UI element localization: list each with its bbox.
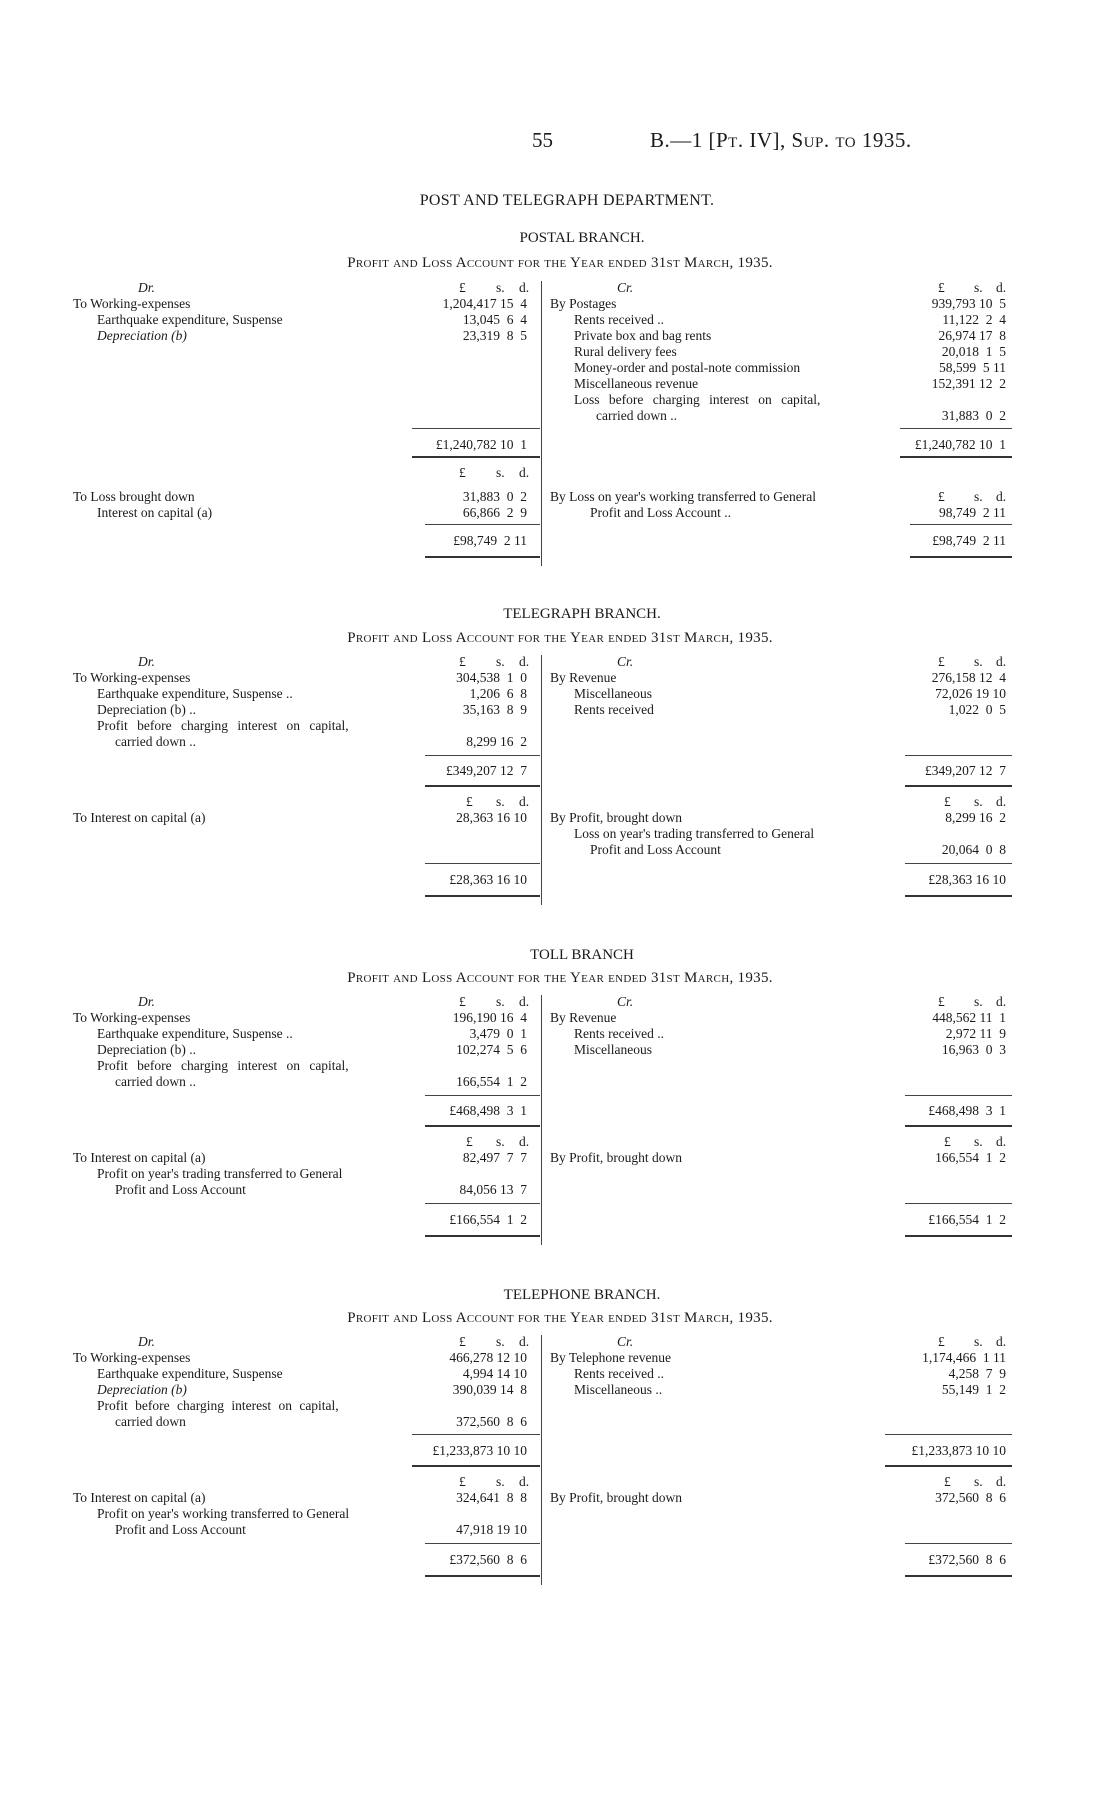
toll-dr2-text: Profit on year's trading transferred to General (97, 1166, 343, 1181)
pound-heading: £ (459, 1334, 466, 1349)
postal-cr-text: Rents received .. (574, 312, 664, 327)
telegraph-cr2-text: Profit and Loss Account (590, 842, 721, 857)
postal-cr-text: carried down .. (596, 408, 677, 423)
postal-total2: £98,749 2 11 (453, 533, 527, 548)
rule (905, 755, 1012, 756)
dr-label: Dr. (138, 280, 155, 295)
rule (905, 1203, 1012, 1204)
postal-dr2-amount: 31,883 0 2 (462, 489, 527, 504)
page-header (0, 128, 1114, 152)
telegraph-dr-text: To Working-expenses (73, 670, 191, 685)
postal-cr2-text: Profit and Loss Account .. (590, 505, 731, 520)
telephone-cr-amount: 4,258 7 9 (948, 1366, 1006, 1381)
shillings-heading: s. (496, 1134, 505, 1149)
toll-total2: £166,554 1 2 (928, 1212, 1006, 1227)
pound-heading: £ (938, 654, 945, 669)
postal-cr-text: Loss before charging interest on capital, (574, 392, 821, 407)
toll-dr-text: To Working-expenses (73, 1010, 191, 1025)
rule (412, 1434, 540, 1435)
telephone-cr-amount: 55,149 1 2 (941, 1382, 1006, 1397)
toll-cr-amount: 2,972 11 9 (945, 1026, 1006, 1041)
toll-cr2-amount: 166,554 1 2 (935, 1150, 1006, 1165)
pound-heading: £ (944, 1134, 951, 1149)
postal-dr-text: Depreciation (b) (97, 328, 187, 343)
pound-heading: £ (459, 994, 466, 1009)
postal-cr2-amount: 98,749 2 11 (939, 505, 1006, 520)
telephone-dr-amount: 4,994 14 10 (462, 1366, 527, 1381)
pound-heading: £ (938, 280, 945, 295)
toll-cr-text: Rents received .. (574, 1026, 664, 1041)
toll-cr2-text: By Profit, brought down (550, 1150, 683, 1165)
pence-heading: d. (996, 489, 1007, 504)
shillings-heading: s. (496, 994, 505, 1009)
shillings-heading: s. (496, 654, 505, 669)
toll-dr2-text: To Interest on capital (a) (73, 1150, 206, 1165)
double-rule (425, 1575, 540, 1577)
shillings-heading: s. (974, 1334, 983, 1349)
rule (425, 1203, 540, 1204)
telegraph-total2: £28,363 16 10 (449, 872, 527, 887)
rule (885, 1434, 1012, 1435)
postal-cr2-text: By Loss on year's working transferred to General (550, 489, 816, 504)
postal-total2: £98,749 2 11 (932, 533, 1006, 548)
double-rule (905, 1235, 1012, 1237)
pence-heading: d. (996, 1334, 1007, 1349)
telephone-cr-text: By Telephone revenue (550, 1350, 672, 1365)
telegraph-cr2-amount: 8,299 16 2 (945, 810, 1006, 825)
rule (425, 1543, 540, 1544)
toll-dr-text: Depreciation (b) .. (97, 1042, 196, 1057)
double-rule (412, 456, 540, 458)
telegraph-cr-amount: 72,026 19 10 (935, 686, 1006, 701)
telephone-total: £1,233,873 10 10 (432, 1443, 527, 1458)
rule (412, 428, 540, 429)
telephone-total2: £372,560 8 6 (928, 1552, 1006, 1567)
pence-heading: d. (996, 1474, 1007, 1489)
postal-dr-amount: 1,204,417 15 4 (442, 296, 527, 311)
double-rule (885, 1465, 1012, 1467)
telephone-cr-text: Miscellaneous .. (574, 1382, 663, 1397)
telegraph-dr-amount: 304,538 1 0 (456, 670, 527, 685)
pound-heading: £ (459, 1474, 466, 1489)
telephone-dr2-text: Profit on year's working transferred to General (97, 1506, 350, 1521)
telegraph-account-title: Profit and Loss Account for the Year ended 31st March, 1935. (347, 630, 773, 646)
telephone-dr2-text: To Interest on capital (a) (73, 1490, 206, 1505)
toll-dr2-amount: 84,056 13 7 (459, 1182, 527, 1197)
postal-dr-amount: 23,319 8 5 (462, 328, 527, 343)
shillings-heading: s. (496, 280, 505, 295)
pence-heading: d. (996, 280, 1007, 295)
postal-cr-text: Money-order and postal-note commission (574, 360, 801, 375)
toll-cr-text: Miscellaneous (574, 1042, 652, 1057)
toll-dr-amount: 196,190 16 4 (452, 1010, 527, 1025)
column-divider (541, 281, 542, 566)
shillings-heading: s. (974, 994, 983, 1009)
toll-dr2-amount: 82,497 7 7 (462, 1150, 527, 1165)
pence-heading: d. (519, 654, 530, 669)
telephone-dr-text: Depreciation (b) (97, 1382, 187, 1397)
shillings-heading: s. (974, 1134, 983, 1149)
pence-heading: d. (996, 994, 1007, 1009)
pence-heading: d. (519, 1474, 530, 1489)
rule (910, 524, 1012, 525)
telegraph-total2: £28,363 16 10 (928, 872, 1006, 887)
double-rule (900, 456, 1012, 458)
telegraph-cr-amount: 276,158 12 4 (931, 670, 1006, 685)
telegraph-dr2-amount: 28,363 16 10 (456, 810, 527, 825)
telegraph-branch-title: TELEGRAPH BRANCH. (503, 606, 661, 622)
telephone-dr-amount: 390,039 14 8 (452, 1382, 527, 1397)
double-rule (905, 1575, 1012, 1577)
telephone-dr-text: Earthquake expenditure, Suspense (97, 1366, 283, 1381)
postal-cr-amount: 26,974 17 8 (938, 328, 1006, 343)
column-divider (541, 655, 542, 905)
pence-heading: d. (519, 280, 530, 295)
double-rule (425, 895, 540, 897)
telegraph-cr-text: Rents received (574, 702, 654, 717)
postal-cr-amount: 31,883 0 2 (941, 408, 1006, 423)
toll-dr-text: Profit before charging interest on capital, (97, 1058, 349, 1073)
postal-total: £1,240,782 10 1 (914, 437, 1006, 452)
telephone-total: £1,233,873 10 10 (911, 1443, 1006, 1458)
cr-label: Cr. (617, 280, 634, 295)
telegraph-cr-amount: 1,022 0 5 (948, 702, 1006, 717)
postal-dr-text: Earthquake expenditure, Suspense (97, 312, 283, 327)
cr-label: Cr. (617, 1334, 634, 1349)
telephone-dr-text: carried down (115, 1414, 186, 1429)
pound-heading: £ (466, 794, 473, 809)
toll-dr-amount: 166,554 1 2 (456, 1074, 527, 1089)
toll-branch-title: TOLL BRANCH (530, 947, 634, 963)
pound-heading: £ (938, 1334, 945, 1349)
pound-heading: £ (459, 280, 466, 295)
pound-heading: £ (938, 489, 945, 504)
double-rule (905, 895, 1012, 897)
telegraph-dr2-text: To Interest on capital (a) (73, 810, 206, 825)
telegraph-dr-amount: 35,163 8 9 (462, 702, 527, 717)
rule (900, 428, 1012, 429)
postal-cr-amount: 152,391 12 2 (931, 376, 1006, 391)
postal-cr-text: Rural delivery fees (574, 344, 677, 359)
postal-account-title: Profit and Loss Account for the Year ended 31st March, 1935. (347, 255, 773, 271)
pence-heading: d. (519, 794, 530, 809)
pound-heading: £ (944, 794, 951, 809)
telephone-cr2-amount: 372,560 8 6 (935, 1490, 1006, 1505)
rule (425, 524, 540, 525)
toll-dr-amount: 3,479 0 1 (469, 1026, 527, 1041)
telephone-dr2-amount: 324,641 8 8 (456, 1490, 527, 1505)
rule (905, 1543, 1012, 1544)
shillings-heading: s. (496, 1334, 505, 1349)
postal-dr2-text: Interest on capital (a) (97, 505, 213, 520)
telephone-dr-amount: 372,560 8 6 (456, 1414, 527, 1429)
toll-dr-amount: 102,274 5 6 (456, 1042, 527, 1057)
shillings-heading: s. (974, 280, 983, 295)
shillings-heading: s. (496, 465, 505, 480)
pence-heading: d. (519, 1134, 530, 1149)
rule (425, 1095, 540, 1096)
double-rule (425, 556, 540, 558)
double-rule (425, 1125, 540, 1127)
dr-label: Dr. (138, 994, 155, 1009)
toll-dr-text: carried down .. (115, 1074, 196, 1089)
rule (425, 755, 540, 756)
column-divider (541, 995, 542, 1245)
pence-heading: d. (996, 654, 1007, 669)
column-divider (541, 1335, 542, 1585)
telephone-cr-text: Rents received .. (574, 1366, 664, 1381)
pound-heading: £ (459, 654, 466, 669)
shillings-heading: s. (974, 1474, 983, 1489)
pence-heading: d. (996, 1134, 1007, 1149)
telegraph-cr2-text: By Profit, brought down (550, 810, 683, 825)
telegraph-cr2-text: Loss on year's trading transferred to General (574, 826, 815, 841)
telephone-branch-title: TELEPHONE BRANCH. (503, 1287, 661, 1303)
rule (425, 863, 540, 864)
telephone-total2: £372,560 8 6 (449, 1552, 527, 1567)
pound-heading: £ (938, 994, 945, 1009)
toll-cr-amount: 448,562 11 1 (932, 1010, 1006, 1025)
telegraph-cr2-amount: 20,064 0 8 (941, 842, 1006, 857)
pound-heading: £ (944, 1474, 951, 1489)
telephone-account-title: Profit and Loss Account for the Year ended 31st March, 1935. (347, 1310, 773, 1326)
telephone-dr-amount: 466,278 12 10 (449, 1350, 527, 1365)
double-rule (905, 785, 1012, 787)
postal-branch-title: POSTAL BRANCH. (519, 230, 645, 246)
shillings-heading: s. (974, 489, 983, 504)
postal-cr-amount: 20,018 1 5 (941, 344, 1006, 359)
pence-heading: d. (519, 994, 530, 1009)
rule (905, 863, 1012, 864)
double-rule (905, 1125, 1012, 1127)
postal-dr-text: To Working-expenses (73, 296, 191, 311)
toll-cr-amount: 16,963 0 3 (941, 1042, 1006, 1057)
postal-cr-text: Private box and bag rents (574, 328, 712, 343)
double-rule (425, 1235, 540, 1237)
cr-label: Cr. (617, 994, 634, 1009)
telephone-cr2-text: By Profit, brought down (550, 1490, 683, 1505)
telephone-dr-text: To Working-expenses (73, 1350, 191, 1365)
telegraph-dr-amount: 1,206 6 8 (469, 686, 527, 701)
telegraph-dr-text: Profit before charging interest on capital, (97, 718, 349, 733)
toll-total: £468,498 3 1 (449, 1103, 527, 1118)
telephone-cr-amount: 1,174,466 1 11 (922, 1350, 1006, 1365)
toll-dr-text: Earthquake expenditure, Suspense .. (97, 1026, 293, 1041)
toll-total2: £166,554 1 2 (449, 1212, 527, 1227)
postal-dr-amount: 13,045 6 4 (462, 312, 527, 327)
department-title: POST AND TELEGRAPH DEPARTMENT. (419, 192, 715, 209)
telephone-dr2-amount: 47,918 19 10 (456, 1522, 527, 1537)
pence-heading: d. (519, 1334, 530, 1349)
postal-cr-text: By Postages (550, 296, 617, 311)
double-rule (412, 1465, 540, 1467)
shillings-heading: s. (974, 654, 983, 669)
pound-heading: £ (459, 465, 466, 480)
telegraph-total: £349,207 12 7 (446, 763, 527, 778)
toll-account-title: Profit and Loss Account for the Year ended 31st March, 1935. (347, 970, 773, 986)
rule (905, 1095, 1012, 1096)
page-number: 55 (532, 128, 553, 152)
toll-cr-text: By Revenue (550, 1010, 617, 1025)
page-reference: B.—1 [Pt. IV], Sup. to 1935. (650, 128, 912, 152)
toll-total: £468,498 3 1 (928, 1103, 1006, 1118)
postal-total: £1,240,782 10 1 (435, 437, 527, 452)
telegraph-dr-amount: 8,299 16 2 (466, 734, 527, 749)
postal-dr2-amount: 66,866 2 9 (462, 505, 527, 520)
postal-cr-text: Miscellaneous revenue (574, 376, 699, 391)
pence-heading: d. (996, 794, 1007, 809)
postal-cr-amount: 939,793 10 5 (931, 296, 1006, 311)
shillings-heading: s. (496, 1474, 505, 1489)
dr-label: Dr. (138, 654, 155, 669)
telegraph-dr-text: carried down .. (115, 734, 196, 749)
double-rule (910, 556, 1012, 558)
postal-cr-amount: 11,122 2 4 (942, 312, 1006, 327)
pence-heading: d. (519, 465, 530, 480)
telephone-dr-text: Profit before charging interest on capital, (97, 1398, 339, 1413)
telegraph-cr-text: By Revenue (550, 670, 617, 685)
postal-cr-amount: 58,599 5 11 (939, 360, 1006, 375)
telegraph-cr-text: Miscellaneous (574, 686, 652, 701)
telegraph-dr-text: Earthquake expenditure, Suspense .. (97, 686, 293, 701)
telephone-dr2-text: Profit and Loss Account (115, 1522, 246, 1537)
postal-dr2-text: To Loss brought down (73, 489, 195, 504)
shillings-heading: s. (974, 794, 983, 809)
telegraph-total: £349,207 12 7 (925, 763, 1006, 778)
telegraph-dr-text: Depreciation (b) .. (97, 702, 196, 717)
toll-dr2-text: Profit and Loss Account (115, 1182, 246, 1197)
dr-label: Dr. (138, 1334, 155, 1349)
cr-label: Cr. (617, 654, 634, 669)
shillings-heading: s. (496, 794, 505, 809)
pound-heading: £ (466, 1134, 473, 1149)
double-rule (425, 785, 540, 787)
